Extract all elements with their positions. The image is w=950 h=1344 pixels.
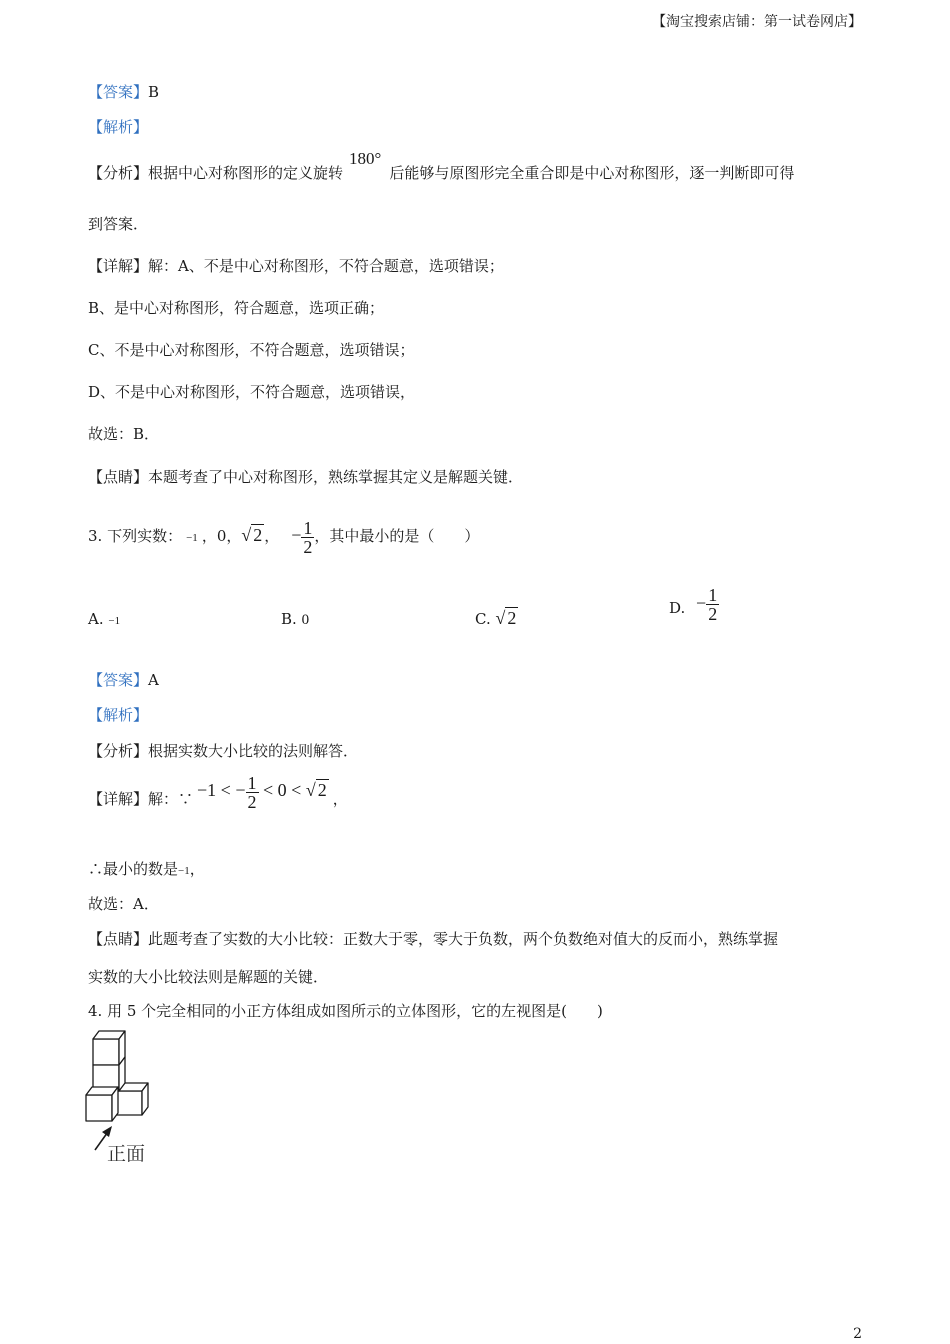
option-fraction: $\frac{1}{2}$: [708, 585, 718, 624]
q3-sep1: ，0，: [201, 527, 242, 545]
q3-stem-prefix: 3. 下列实数：: [88, 527, 183, 545]
detail-text: 解：A、不是中心对称图形，不符合题意，选项错误；: [148, 257, 504, 275]
fenxi-tag: 【分析】: [88, 164, 149, 182]
q3-neg1: −1: [186, 532, 198, 544]
q3-choice-line: 故选：A．: [88, 895, 159, 913]
detail-tag: 【详解】: [88, 257, 149, 275]
cube-top: [93, 1031, 125, 1065]
q3-option-d: [669, 586, 719, 623]
answer-tag: 【答案】: [88, 671, 149, 689]
q2-detail-line-5: 故选：B．: [88, 425, 160, 443]
detail-prefix: 解：∵: [148, 790, 194, 808]
front-label: 正面: [107, 1143, 146, 1165]
detail-tag: 【详解】: [88, 790, 149, 808]
q2-detail-line-4: D、不是中心对称图形，不符合题意，选项错误，: [88, 383, 416, 401]
q3-sqrt: √ 2: [241, 525, 263, 545]
q3-comment-line: [88, 929, 778, 949]
ineq-left: −1 < −: [197, 780, 246, 800]
option-letter: D.: [669, 598, 686, 617]
q3-option-a: [88, 610, 120, 628]
therefore-suffix: ，: [189, 860, 205, 878]
q2-fenxi-line: [88, 149, 795, 183]
answer-value: A: [148, 671, 159, 689]
q3-minus: −: [291, 525, 302, 545]
ineq-fraction: $\frac{1}{2}$: [247, 772, 257, 812]
fenxi-tag: 【分析】: [88, 742, 149, 760]
q3-detail-line: [88, 770, 348, 827]
therefore-text: ∴最小的数是: [88, 860, 179, 878]
q2-analysis-tag: 【解析】: [88, 118, 149, 136]
q3-comment-line2: 实数的大小比较法则是解题的关键．: [88, 968, 329, 986]
q3-fraction: $\frac{1}{2}$: [303, 517, 313, 557]
q2-detail-line-3: C、不是中心对称图形，不符合题意，选项错误；: [88, 341, 415, 359]
option-minus: −: [696, 592, 707, 613]
answer-value: B: [148, 83, 160, 101]
page-header: 【淘宝搜索店铺：第一试卷网店】: [652, 14, 862, 30]
ineq-mid: < 0 <: [258, 780, 306, 800]
therefore-value: −1: [178, 865, 190, 877]
q4-stem: 4. 用 5 个完全相同的小正方体组成如图所示的立体图形，它的左视图是( ): [88, 1002, 603, 1020]
q3-option-b: [281, 610, 309, 629]
fenxi-text-after: 后能够与原图形完全重合即是中心对称图形，逐一判断即可得: [389, 164, 795, 182]
cube-front-bottom: [86, 1087, 118, 1121]
q3-stem-suffix: ，其中最小的是（ ）: [314, 527, 480, 545]
option-value: −1: [108, 615, 121, 627]
option-letter: C.: [475, 610, 491, 628]
comment-tag: 【点睛】: [88, 468, 149, 486]
q3-sep2: ，: [264, 527, 280, 545]
q3-analysis-tag: 【解析】: [88, 706, 149, 724]
answer-tag: 【答案】: [88, 83, 149, 101]
fenxi-text: 根据实数大小比较的法则解答．: [148, 742, 359, 760]
fenxi-text: 根据中心对称图形的定义旋转: [148, 164, 344, 182]
page-number: 2: [853, 1326, 862, 1342]
q2-fenxi-line2: 到答案．: [88, 215, 149, 233]
q2-detail-line-1: [88, 256, 504, 276]
q3-fenxi-line: [88, 741, 358, 761]
q3-stem: [88, 503, 479, 570]
comment-tag: 【点睛】: [88, 930, 149, 948]
q3-therefore-line: [88, 859, 205, 881]
q3-answer-line: [88, 670, 159, 690]
q3-option-c: [475, 608, 518, 629]
q2-comment-line: [88, 467, 523, 487]
fenxi-math: 180°: [349, 149, 382, 168]
option-letter: A.: [88, 610, 104, 628]
comment-text: 本题考查了中心对称图形，熟练掌握其定义是解题关键．: [148, 468, 524, 486]
option-value: √ 2: [495, 608, 517, 628]
ineq-sqrt: √ 2: [305, 780, 327, 800]
q2-answer-line: [88, 82, 159, 102]
option-letter: B.: [281, 610, 297, 628]
q2-detail-line-2: B、是中心对称图形，符合题意，选项正确；: [88, 299, 385, 317]
comment-text: 此题考查了实数的大小比较：正数大于零，零大于负数，两个负数绝对值大的反而小，熟练掌握: [148, 930, 779, 948]
ineq-end: ，: [332, 790, 348, 808]
option-value: 0: [301, 612, 310, 628]
